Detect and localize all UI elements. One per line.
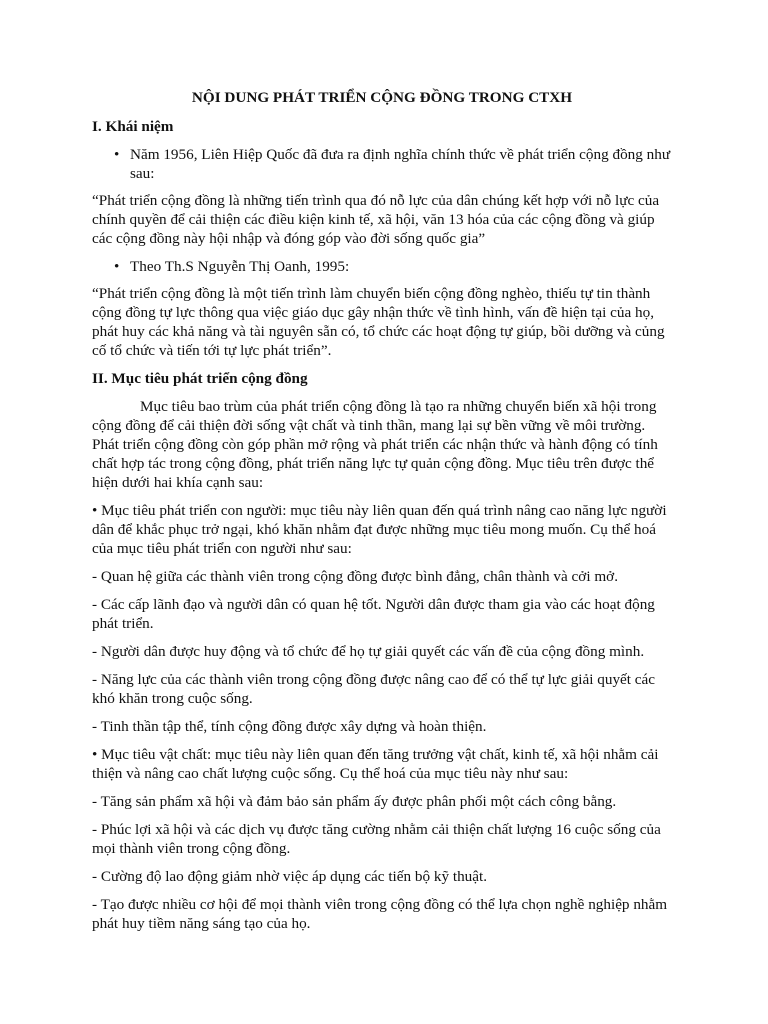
list-item: - Cường độ lao động giảm nhờ việc áp dụng các tiến bộ kỹ thuật. — [92, 868, 488, 885]
bullet-text: Năm 1956, Liên Hiệp Quốc đã đưa ra định nghĩa chính thức về phát triển cộng đồng như sau: — [130, 146, 671, 182]
list-item: - Tạo được nhiều cơ hội để mọi thành viên trong cộng đồng có thể lựa chọn nghề nghiệp nhằm phát huy tiềm năng sáng tạo của họ. — [92, 896, 668, 932]
section-heading-concept: I. Khái niệm — [92, 118, 174, 135]
bullet-dot-icon: • — [114, 146, 120, 163]
goal-material-paragraph: • Mục tiêu vật chất: mục tiêu này liên quan đến tăng trưởng vật chất, kinh tế, xã hội nhằm cải thiện và nâng cao chất lượng cuộc sống. Cụ thể hoá của mục tiêu này như sau: — [92, 746, 659, 782]
list-item: - Năng lực của các thành viên trong cộng đồng được nâng cao để có thể tự lực giải quyết các khó khăn trong cuộc sống. — [92, 671, 656, 707]
list-item: - Tinh thần tập thể, tính cộng đồng được xây dựng và hoàn thiện. — [92, 718, 487, 735]
goal-people-paragraph: • Mục tiêu phát triển con người: mục tiêu này liên quan đến quá trình nâng cao năng lực người dân để khắc phục trở ngại, khó khăn nhằm đạt được những mục tiêu mong muốn. Cụ thể hoá của mục tiêu phát triển con người như sau: — [92, 502, 667, 557]
quote-paragraph: “Phát triển cộng đồng là một tiến trình làm chuyển biến cộng đồng nghèo, thiếu tự tin thành cộng đồng tự lực thông qua việc giáo dục gây nhận thức về tình hình, vấn đề hiện tại của họ, phát huy các khả năng và tài nguyên sẵn có, tổ chức các hoạt động tự giúp, bồi dưỡng và củng cố tổ chức và tiến tới tự lực phát triển”. — [92, 285, 665, 359]
list-item: - Quan hệ giữa các thành viên trong cộng đồng được bình đẳng, chân thành và cởi mở. — [92, 568, 618, 585]
bullet-dot-icon: • — [114, 258, 120, 275]
document-page — [92, 88, 672, 942]
section-heading-goals: II. Mục tiêu phát triển cộng đồng — [92, 370, 308, 387]
list-item: - Các cấp lãnh đạo và người dân có quan hệ tốt. Người dân được tham gia vào các hoạt động phát triển. — [92, 596, 655, 632]
bullet-item — [92, 145, 672, 183]
list-item: - Phúc lợi xã hội và các dịch vụ được tăng cường nhằm cải thiện chất lượng 16 cuộc sống của mọi thành viên trong cộng đồng. — [92, 821, 661, 857]
list-item: - Tăng sản phẩm xã hội và đảm bảo sản phẩm ấy được phân phối một cách công bằng. — [92, 793, 617, 810]
list-item: - Người dân được huy động và tổ chức để họ tự giải quyết các vấn đề của cộng đồng mình. — [92, 643, 645, 660]
bullet-text: Theo Th.S Nguyễn Thị Oanh, 1995: — [130, 258, 350, 275]
quote-paragraph: “Phát triển cộng đồng là những tiến trình qua đó nỗ lực của dân chúng kết hợp với nỗ lực của chính quyền để cải thiện các điều kiện kinh tế, xã hội, văn 13 hóa của các cộng đồng và giúp các cộng đồng này hội nhập và đóng góp vào đời sống quốc gia” — [92, 192, 660, 247]
bullet-item — [92, 257, 672, 276]
intro-paragraph: Mục tiêu bao trùm của phát triển cộng đồng là tạo ra những chuyển biến xã hội trong cộng đồng để cải thiện đời sống vật chất và tinh thần, mang lại sự bền vững về môi trường. Phát triển cộng đồng còn góp phần mở rộng và phát triển các nhận thức và hành động có tính chất hợp tác trong cộng đồng, phát triển năng lực tự quản cộng đồng. Mục tiêu trên được thể hiện dưới hai khía cạnh sau: — [92, 398, 658, 491]
document-title: NỘI DUNG PHÁT TRIỂN CỘNG ĐỒNG TRONG CTXH — [191, 89, 573, 106]
